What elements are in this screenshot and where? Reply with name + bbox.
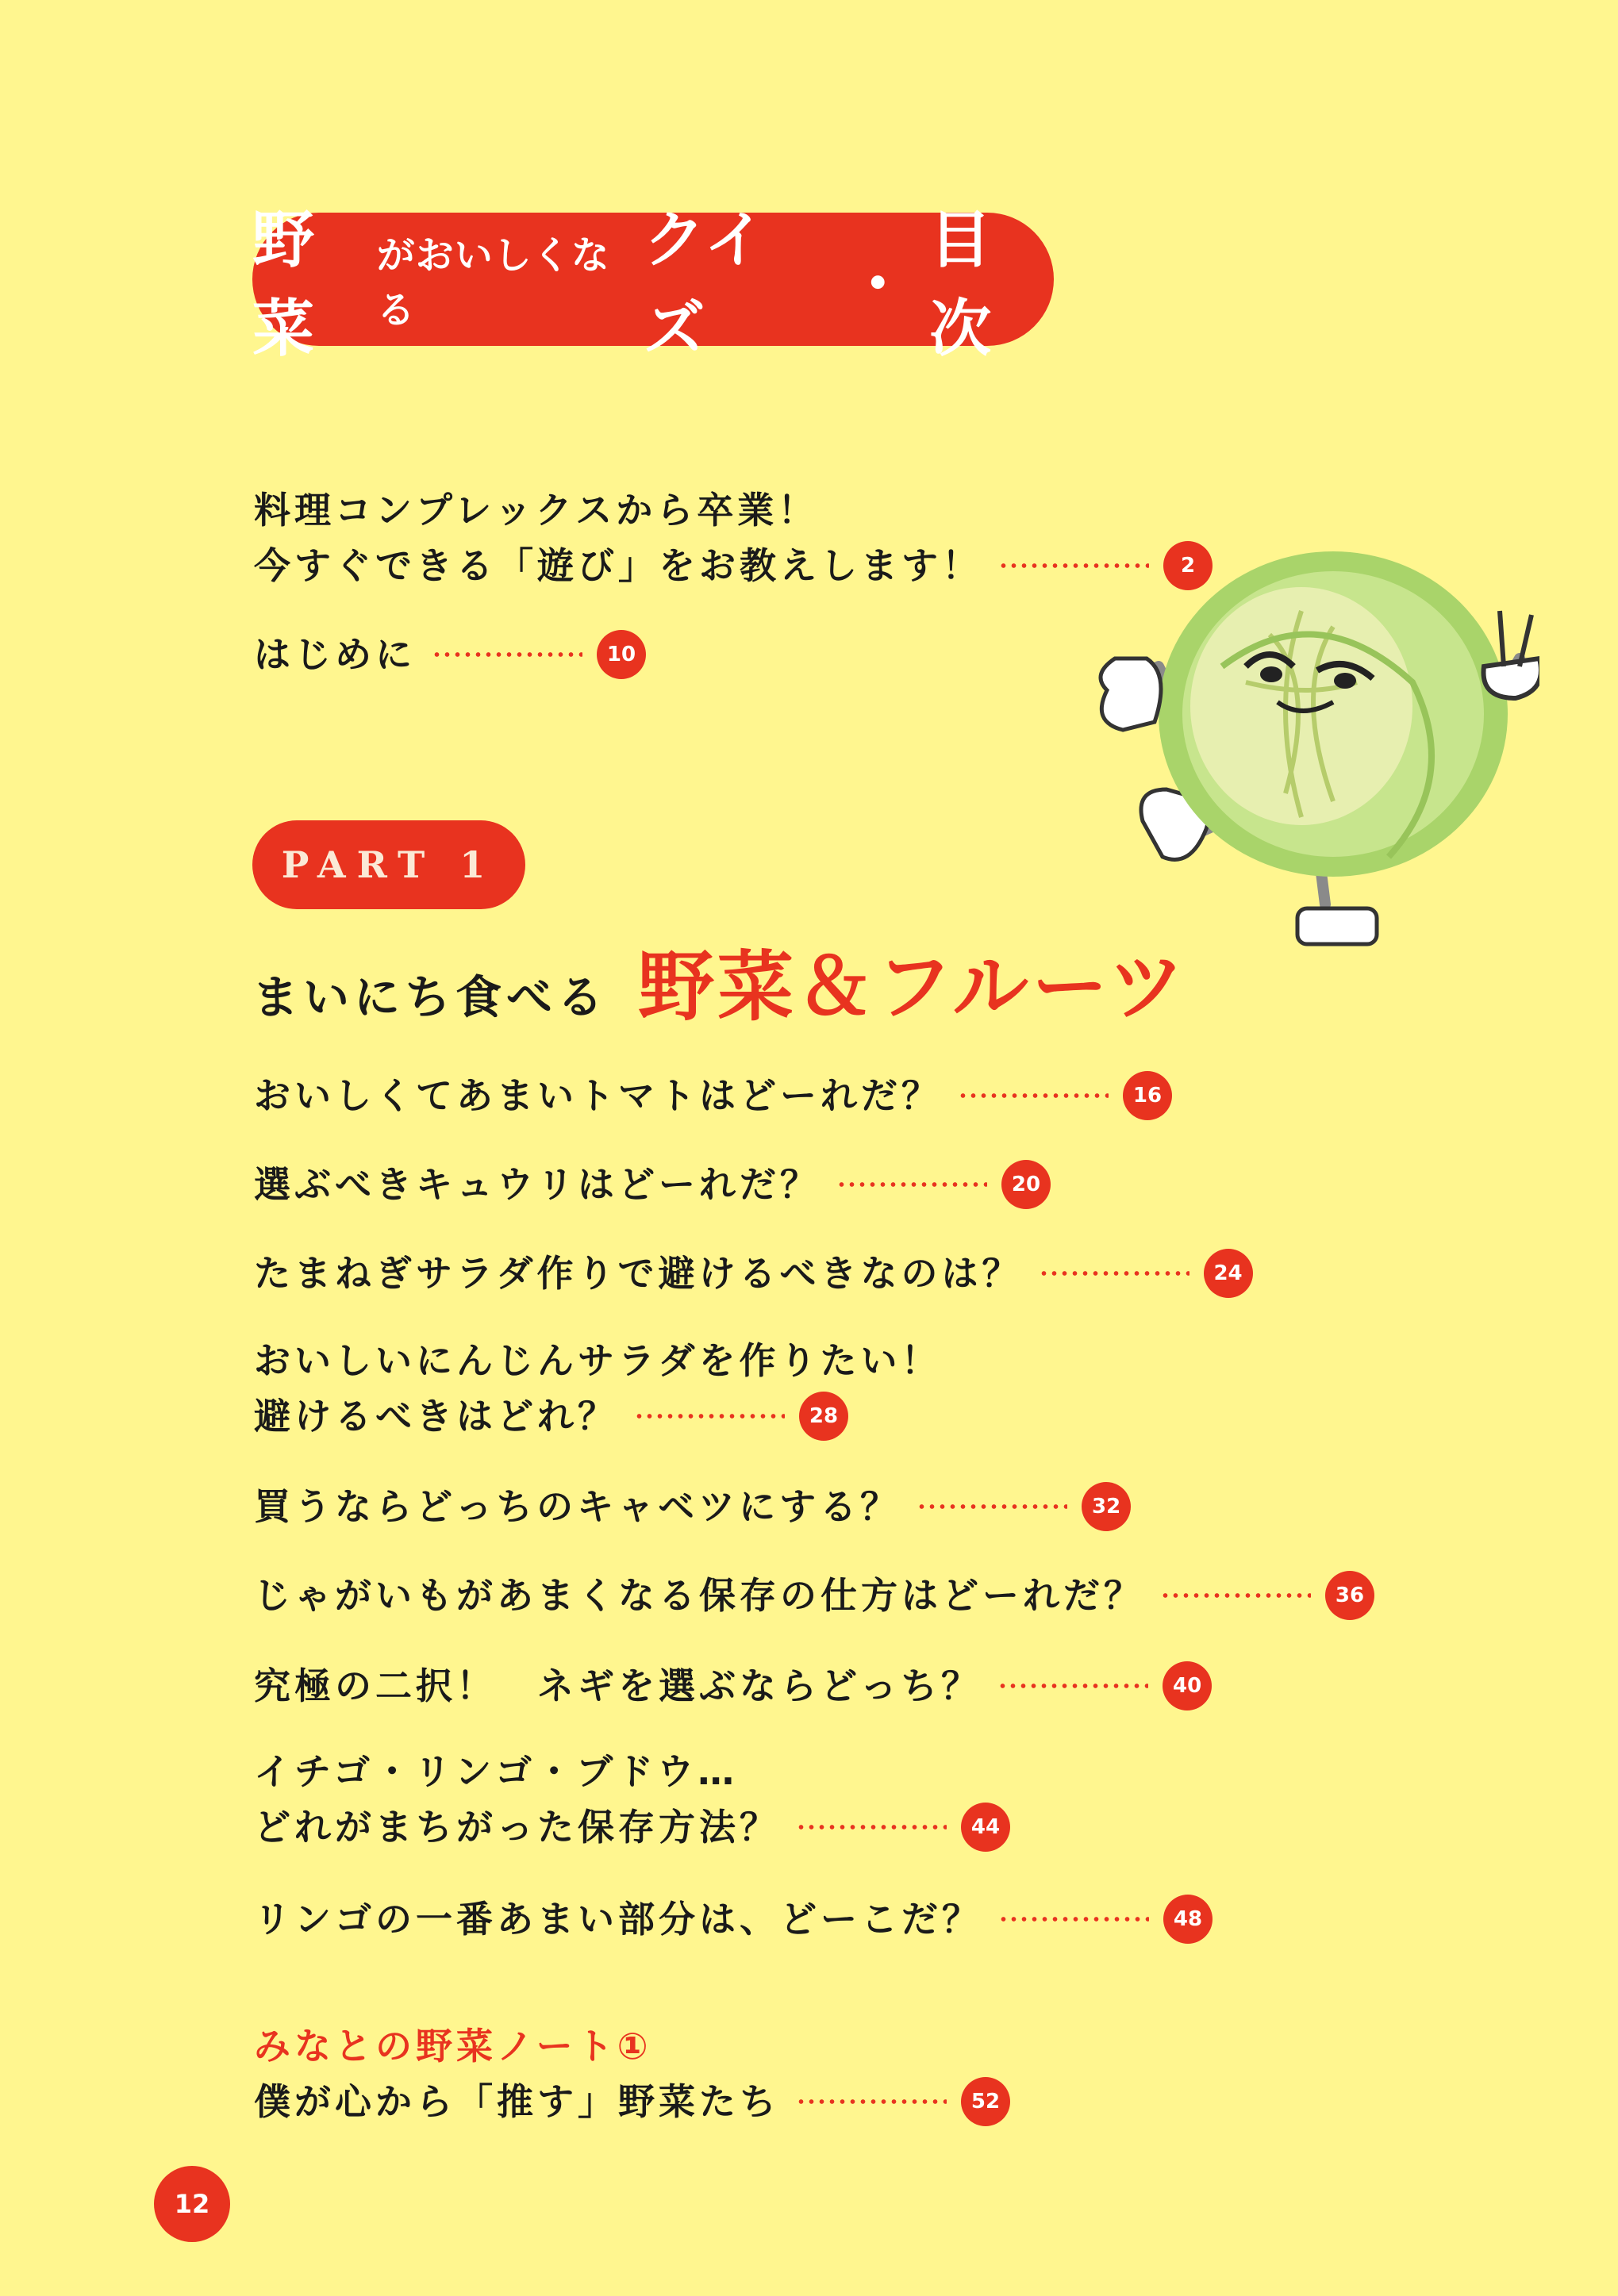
dot-leader [836,1181,987,1188]
dot-leader [1160,1592,1311,1599]
toc-entry[interactable] [254,1157,1051,1212]
page-badge: 32 [1082,1482,1131,1531]
toc-entry[interactable] [254,1068,1172,1123]
dot-leader [917,1503,1067,1510]
entry-text: たまねぎサラダ作りで避けるべきなのは？ [254,1252,1023,1295]
page-badge: 2 [1163,541,1213,590]
toc-entry-intro-2[interactable] [254,627,646,682]
page-number: 12 [154,2166,230,2242]
title-part-a: 野菜 [252,205,317,365]
toc-title [252,205,1054,365]
toc-entry[interactable] [254,1891,1213,1947]
toc-entry[interactable] [254,1744,1010,1855]
entry-text: どれがまちがった保存方法？ [254,1806,780,1849]
entry-text: 究極の二択！ ネギを選ぶならどっち？ [254,1664,982,1707]
part-label: PART 1 [252,820,525,909]
dot-leader [634,1413,785,1419]
page-badge: 20 [1001,1160,1051,1209]
toc-entry-note[interactable] [254,2018,1010,2129]
page-badge: 48 [1163,1895,1213,1944]
entry-text: 僕が心から「推す」野菜たち [254,2080,780,2123]
entry-text: おいしいにんじんサラダを作りたい！ [254,1339,942,1382]
dot-leader [998,1916,1149,1922]
toc-entry[interactable] [254,1658,1212,1714]
page-badge: 52 [961,2077,1010,2126]
entry-text: じゃがいもがあまくなる保存の仕方はどーれだ？ [254,1574,1144,1617]
entry-text: イチゴ・リンゴ・ブドウ… [254,1750,739,1793]
dot-leader [958,1092,1109,1099]
page-badge: 16 [1123,1071,1172,1120]
entry-text: おいしくてあまいトマトはどーれだ？ [254,1074,942,1117]
cabbage-mascot-icon [1063,547,1539,976]
entry-text: 選ぶべきキュウリはどーれだ？ [254,1163,821,1206]
dot-leader [796,2098,947,2105]
page-badge: 44 [961,1803,1010,1852]
dot-leader [997,1683,1148,1689]
entry-text: 避けるべきはどれ？ [254,1395,618,1438]
entry-text: 料理コンプレックスから卒業！ [254,489,819,532]
entry-text: はじめに [254,633,416,676]
dot-leader [432,651,582,658]
entry-text: 今すぐできる「遊び」をお教えします！ [254,544,982,587]
entry-text: リンゴの一番あまい部分は、どーこだ？ [254,1898,982,1941]
title-part-b: がおいしくなる [376,233,610,332]
part-heading [252,927,1187,1035]
dot-leader [796,1824,947,1830]
toc-entry[interactable] [254,1333,942,1444]
page-badge: 36 [1325,1571,1374,1620]
title-dot: ・ [847,249,909,321]
entry-text: 買うならどっちのキャベツにする？ [254,1485,901,1528]
title-part-d: 目次 [929,205,993,365]
toc-entry[interactable] [254,1568,1374,1623]
part-heading-accent: 野菜＆フルーツ [638,943,1188,1031]
toc-entry[interactable] [254,1479,1131,1534]
dot-leader [1039,1270,1189,1277]
page-badge: 24 [1204,1249,1253,1298]
toc-entry[interactable] [254,1246,1253,1301]
note-label: みなとの野菜ノート① [254,2025,652,2068]
page-badge: 10 [597,630,646,679]
title-part-c: クイズ [643,205,767,365]
page-badge: 28 [799,1392,848,1441]
part-heading-pre: まいにち食べる [252,970,609,1024]
page-badge: 40 [1163,1661,1212,1710]
